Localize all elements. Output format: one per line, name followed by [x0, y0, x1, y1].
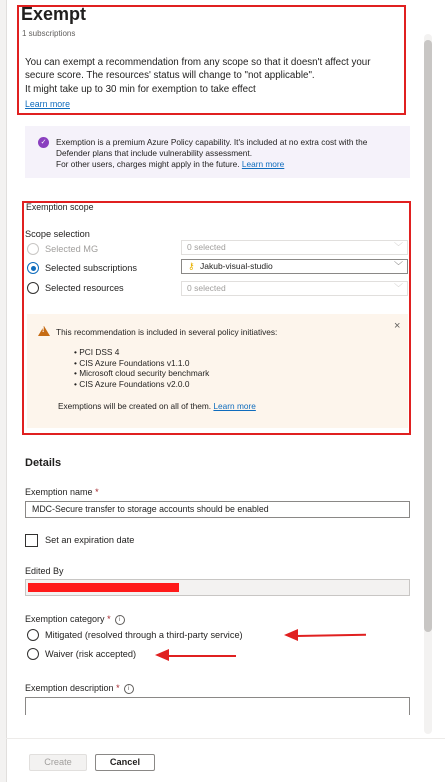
expiration-checkbox-label: Set an expiration date [45, 535, 135, 545]
footer-divider [6, 738, 445, 739]
cancel-button[interactable]: Cancel [95, 754, 155, 771]
chevron-down-icon: ﹀ [393, 283, 403, 293]
header-learn-more-link[interactable]: Learn more [25, 99, 70, 109]
expiration-checkbox[interactable] [25, 534, 38, 547]
info-line-2: Defender plans that include vulnerability assessment. [56, 148, 253, 158]
exemption-description-textarea[interactable] [25, 697, 410, 715]
scope-selection-label: Scope selection [25, 229, 90, 239]
chevron-down-icon: ﹀ [393, 242, 403, 252]
chevron-down-icon: ﹀ [393, 261, 403, 271]
info-banner-text [56, 137, 401, 170]
page-subtitle: 1 subscriptions [22, 29, 76, 38]
list-item: • Microsoft cloud security benchmark [74, 368, 209, 379]
radio-selected-resources-label: Selected resources [45, 283, 124, 293]
subscriptions-dropdown-value: Jakub-visual-studio [200, 261, 273, 271]
exemption-description-label-text: Exemption description [25, 683, 114, 693]
info-line-3 [56, 159, 401, 170]
warning-title: This recommendation is included in several policy initiatives: [56, 327, 278, 337]
annotation-arrow-head [284, 629, 298, 641]
info-learn-more-link[interactable]: Learn more [241, 159, 285, 169]
edited-by-field [25, 579, 410, 596]
required-marker: * [107, 614, 111, 624]
close-icon[interactable]: × [394, 320, 401, 332]
info-line-3-text: For other users, charges might apply in the future. [56, 159, 240, 169]
premium-info-icon: ✓ [38, 137, 49, 148]
list-item: • PCI DSS 4 [74, 347, 209, 358]
exemption-name-label-text: Exemption name [25, 487, 93, 497]
create-button[interactable]: Create [29, 754, 87, 771]
annotation-arrow-line [168, 655, 236, 657]
exemption-description-label [25, 683, 134, 694]
warning-footer-text: Exemptions will be created on all of them. [58, 401, 212, 411]
radio-selected-resources[interactable] [27, 282, 39, 294]
description-line-1: You can exempt a recommendation from any scope so that it doesn't affect your [25, 57, 371, 68]
annotation-arrow-head [155, 649, 169, 661]
list-item: • CIS Azure Foundations v1.1.0 [74, 358, 209, 369]
details-heading: Details [25, 457, 62, 469]
info-icon[interactable]: i [115, 615, 125, 625]
annotation-arrow-line [296, 634, 366, 637]
radio-waiver[interactable] [27, 648, 39, 660]
radio-selected-mg[interactable] [27, 243, 39, 255]
subscriptions-dropdown[interactable] [181, 259, 408, 274]
radio-waiver-label: Waiver (risk accepted) [45, 649, 137, 659]
warning-footer [58, 401, 256, 411]
mg-dropdown[interactable] [181, 240, 408, 255]
exemption-category-label-text: Exemption category [25, 614, 105, 624]
required-marker: * [116, 683, 120, 693]
mg-dropdown-value: 0 selected [187, 242, 226, 252]
description-line-3: It might take up to 30 min for exemption to take effect [25, 84, 256, 95]
background-blade-edge [0, 0, 7, 782]
resources-dropdown[interactable] [181, 281, 408, 296]
key-icon: ⚷ [188, 261, 195, 271]
edited-by-label: Edited By [25, 566, 64, 576]
required-marker: * [95, 487, 99, 497]
warning-icon: ! [38, 326, 50, 336]
initiative-list [74, 347, 209, 389]
page-title: Exempt [21, 4, 87, 24]
resources-dropdown-value: 0 selected [187, 283, 226, 293]
exemption-name-input[interactable]: MDC-Secure transfer to storage accounts should be enabled [25, 501, 410, 518]
radio-selected-subscriptions-label: Selected subscriptions [45, 263, 137, 273]
redaction-bar [28, 583, 179, 592]
exemption-name-label [25, 487, 99, 497]
description-line-2: secure score. The resources' status will change to "not applicable". [25, 70, 315, 81]
radio-selected-mg-label: Selected MG [45, 244, 99, 254]
info-icon[interactable]: i [124, 684, 134, 694]
radio-mitigated[interactable] [27, 629, 39, 641]
scope-heading: Exemption scope [26, 202, 94, 212]
radio-selected-subscriptions[interactable] [27, 262, 39, 274]
list-item: • CIS Azure Foundations v2.0.0 [74, 379, 209, 390]
radio-mitigated-label: Mitigated (resolved through a third-party service) [45, 630, 243, 640]
info-line-1: Exemption is a premium Azure Policy capability. It's included at no extra cost with the [56, 137, 368, 147]
warning-learn-more-link[interactable]: Learn more [213, 401, 256, 411]
exemption-category-label [25, 614, 125, 625]
scrollbar-thumb[interactable] [424, 40, 432, 632]
